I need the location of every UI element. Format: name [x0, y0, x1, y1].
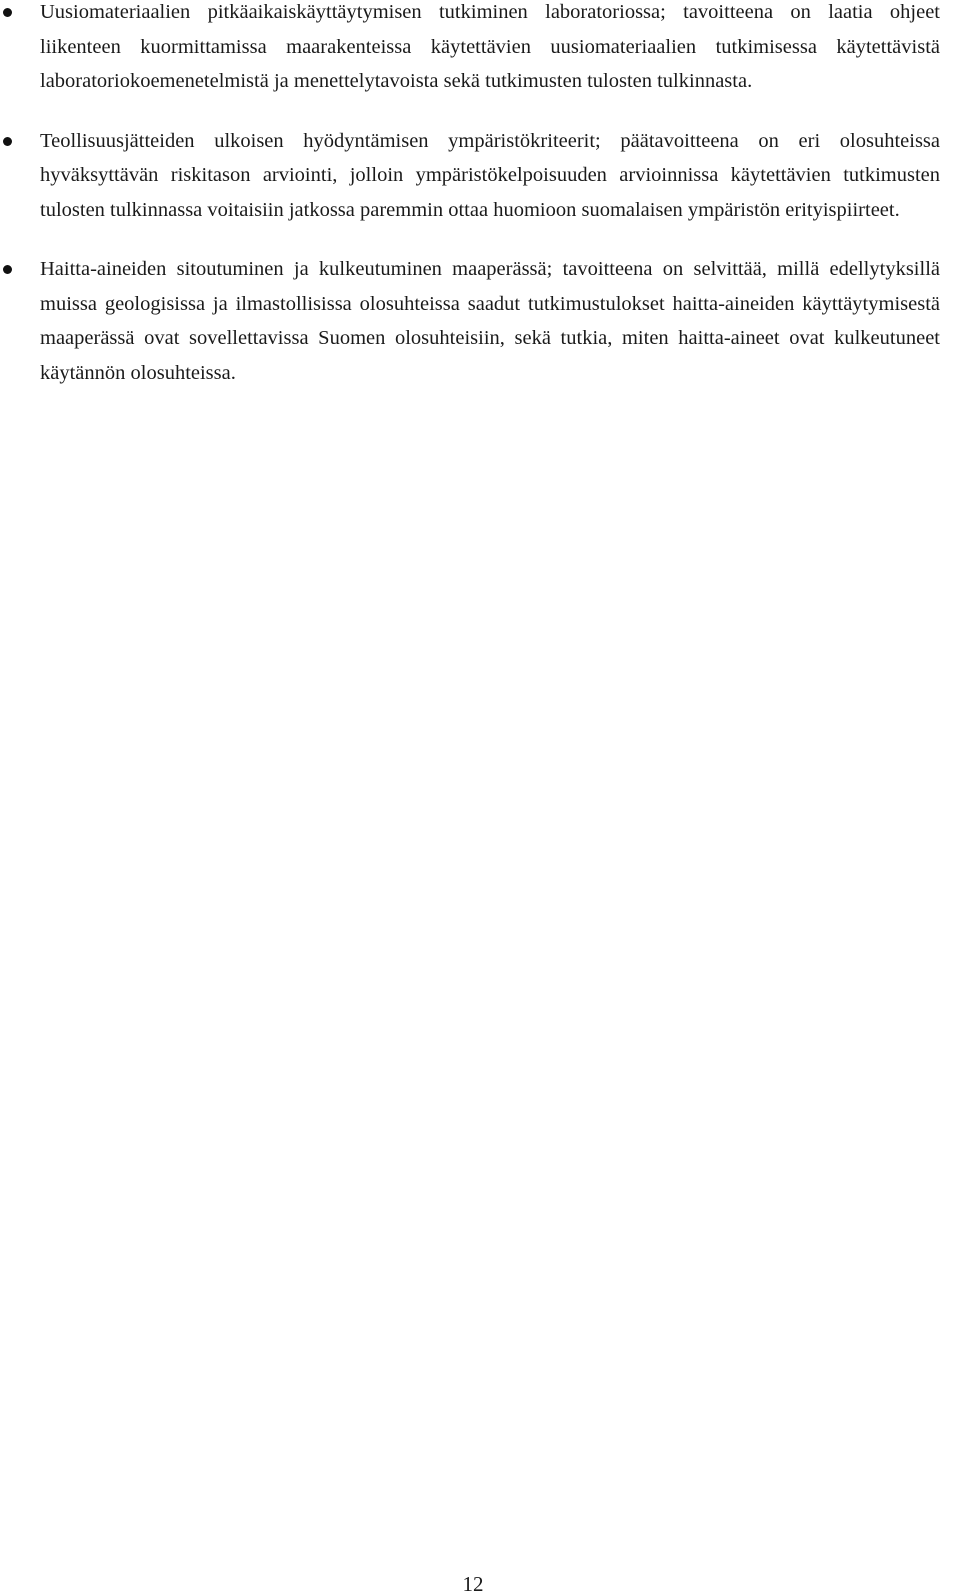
list-item — [0, 252, 960, 390]
list-item — [0, 124, 960, 228]
bullet-list — [0, 0, 960, 415]
list-item-text: Teollisuusjätteiden ulkoisen hyödyntämisen ympäristökriteerit; päätavoitteena on eri olosuhteissa hyväksyttävän riskitason arviointi, jolloin ympäristökelpoisuuden arvioinnissa käytettävien tutkimusten tulosten tulkinnassa voitaisiin jatkossa paremmin ottaa huomioon suomalaisen ympäristön erityispiirteet. — [40, 129, 940, 221]
list-item-text: Uusiomateriaalien pitkäaikaiskäyttäytymisen tutkiminen laboratoriossa; tavoitteena on laatia ohjeet liikenteen kuormittamissa maarakenteissa käytettävien uusiomateriaalien tutkimisessa käytettävistä laboratoriokoemenetelmistä ja menettelytavoista sekä tutkimusten tulosten tulkinnasta. — [40, 1, 940, 92]
bullet-icon — [3, 265, 12, 274]
bullet-icon — [3, 137, 12, 146]
list-item-text: Haitta-aineiden sitoutuminen ja kulkeutuminen maaperässä; tavoitteena on selvittää, millä edellytyksillä muissa geologisissa ja ilmastollisissa olosuhteissa saadut tutkimustulokset haitta-aineiden käyttäytymisestä maaperässä ovat sovellettavissa Suomen olosuhteisiin, sekä tutkia, miten haitta-aineet ovat kulkeutuneet käytännön olosuhteissa. — [40, 258, 940, 384]
page-number: 12 — [462, 1572, 484, 1596]
bullet-icon — [3, 8, 12, 17]
list-item — [0, 0, 960, 99]
